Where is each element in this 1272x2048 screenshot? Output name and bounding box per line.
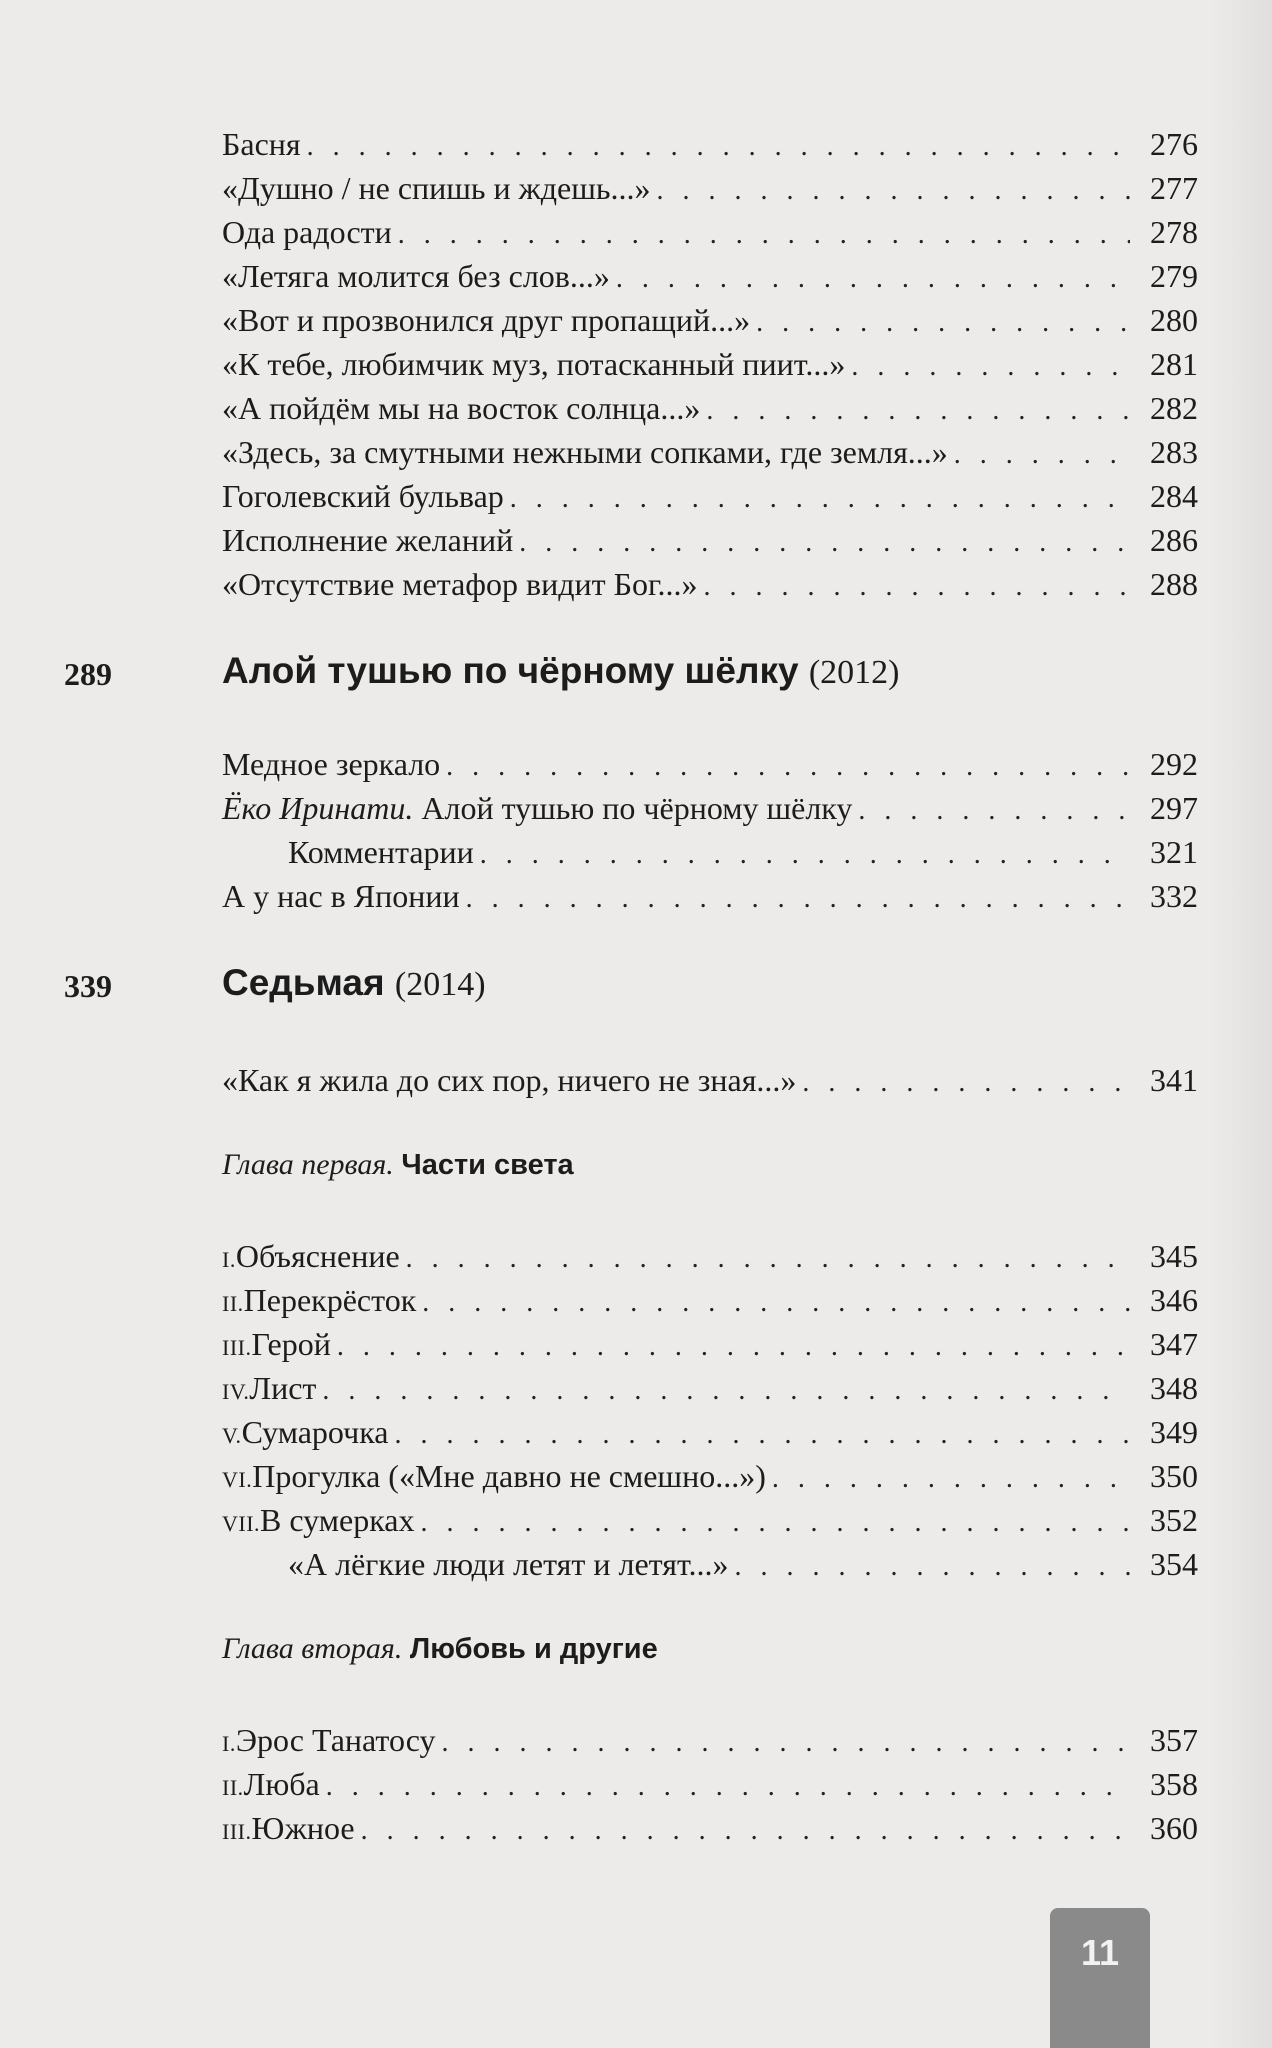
entry-page: 288 bbox=[1150, 566, 1198, 602]
toc-entry bbox=[222, 430, 1198, 474]
dot-leader bbox=[446, 745, 1130, 789]
entry-page: 282 bbox=[1150, 390, 1198, 426]
entry-title: «Вот и прозвонился друг пропащий...» bbox=[222, 302, 751, 338]
toc-entry bbox=[222, 562, 1198, 606]
folio-tab bbox=[1050, 1908, 1150, 2048]
toc-entry bbox=[222, 298, 1198, 342]
entry-title: В сумерках bbox=[260, 1502, 415, 1538]
section-year: (2012) bbox=[808, 654, 900, 691]
toc-entry bbox=[222, 1454, 1198, 1498]
entry-page: 346 bbox=[1150, 1282, 1198, 1318]
toc-entry bbox=[222, 786, 1198, 830]
entry-page: 277 bbox=[1150, 170, 1198, 206]
dot-leader bbox=[772, 1457, 1130, 1501]
toc-entry bbox=[222, 1234, 1198, 1278]
entry-page: 341 bbox=[1150, 1062, 1198, 1098]
toc-entry bbox=[222, 386, 1198, 430]
entry-page: 354 bbox=[1150, 1546, 1198, 1582]
entry-title: Объяснение bbox=[235, 1238, 400, 1274]
entry-title: Южное bbox=[251, 1810, 355, 1846]
toc-entry bbox=[222, 342, 1198, 386]
toc-entry bbox=[222, 1322, 1198, 1366]
toc-entry bbox=[222, 254, 1198, 298]
entry-title: «К тебе, любимчик муз, потасканный пиит...» bbox=[222, 346, 846, 382]
toc-entry bbox=[222, 1410, 1198, 1454]
dot-leader bbox=[480, 833, 1130, 877]
section-title-text: Алой тушью по чёрному шёлку bbox=[222, 650, 799, 691]
entry-title: «А лёгкие люди летят и летят...» bbox=[288, 1546, 729, 1582]
toc-entry bbox=[222, 166, 1198, 210]
dot-leader bbox=[704, 565, 1130, 609]
entry-title: Сумарочка bbox=[241, 1414, 389, 1450]
page-number: 11 bbox=[1080, 1932, 1120, 1973]
entry-number: VI. bbox=[222, 1467, 253, 1492]
dot-leader bbox=[510, 477, 1130, 521]
entry-number: IV. bbox=[222, 1379, 250, 1404]
dot-leader bbox=[398, 213, 1130, 257]
entry-page: 276 bbox=[1150, 126, 1198, 162]
entry-page: 278 bbox=[1150, 214, 1198, 250]
toc-entry bbox=[222, 874, 1198, 918]
entry-page: 286 bbox=[1150, 522, 1198, 558]
entry-title: Комментарии bbox=[288, 834, 474, 870]
dot-leader bbox=[420, 1501, 1130, 1545]
dot-leader bbox=[307, 125, 1130, 169]
entry-title: Эрос Танатосу bbox=[235, 1722, 436, 1758]
entry-page: 281 bbox=[1150, 346, 1198, 382]
entry-page: 352 bbox=[1150, 1502, 1198, 1538]
section-title bbox=[222, 650, 900, 692]
dot-leader bbox=[361, 1809, 1130, 1853]
entry-number: II. bbox=[222, 1291, 244, 1316]
dot-leader bbox=[756, 301, 1130, 345]
entry-number: I. bbox=[222, 1731, 236, 1756]
toc-entry bbox=[222, 1498, 1198, 1542]
chapter-name: Любовь и другие bbox=[409, 1633, 658, 1665]
entry-title: Лист bbox=[249, 1370, 317, 1406]
dot-leader bbox=[442, 1721, 1130, 1765]
dot-leader bbox=[954, 433, 1130, 477]
toc-entry bbox=[288, 1542, 1198, 1586]
toc-entry bbox=[222, 742, 1198, 786]
entry-page: 345 bbox=[1150, 1238, 1198, 1274]
entry-title: Гоголевский бульвар bbox=[222, 478, 504, 514]
toc-entry bbox=[222, 474, 1198, 518]
toc-entry bbox=[222, 1278, 1198, 1322]
dot-leader bbox=[422, 1281, 1130, 1325]
toc-entry bbox=[222, 122, 1198, 166]
entry-title: «А пойдём мы на восток солнца...» bbox=[222, 390, 701, 426]
toc-entry bbox=[222, 1762, 1198, 1806]
entry-number: III. bbox=[222, 1335, 252, 1360]
entry-title bbox=[222, 786, 852, 830]
entry-title-text: Алой тушью по чёрному шёлку bbox=[413, 790, 853, 826]
entry-page: 284 bbox=[1150, 478, 1198, 514]
entry-title: Исполнение желаний bbox=[222, 522, 514, 558]
page-edge-shadow bbox=[1212, 0, 1272, 2048]
dot-leader bbox=[706, 389, 1130, 433]
chapter-label: Глава первая. bbox=[222, 1148, 394, 1181]
dot-leader bbox=[802, 1061, 1130, 1105]
section-title bbox=[222, 962, 486, 1004]
dot-leader bbox=[735, 1545, 1130, 1589]
entry-title: А у нас в Японии bbox=[222, 878, 460, 914]
entry-page: 279 bbox=[1150, 258, 1198, 294]
entry-title: Басня bbox=[222, 126, 301, 162]
toc-entry bbox=[222, 1366, 1198, 1410]
entry-page: 350 bbox=[1150, 1458, 1198, 1494]
entry-page: 283 bbox=[1150, 434, 1198, 470]
section-start-page: 339 bbox=[64, 968, 112, 1004]
entry-title: «Здесь, за смутными нежными сопками, где земля...» bbox=[222, 434, 948, 470]
entry-title: «Как я жила до сих пор, ничего не зная...» bbox=[222, 1062, 797, 1098]
section-start-page: 289 bbox=[64, 656, 112, 692]
chapter-heading bbox=[222, 1632, 658, 1666]
toc-entry bbox=[288, 830, 1198, 874]
section-title-text: Седьмая bbox=[222, 962, 385, 1003]
entry-number: V. bbox=[222, 1423, 242, 1448]
dot-leader bbox=[337, 1325, 1130, 1369]
dot-leader bbox=[519, 521, 1130, 565]
entry-page: 332 bbox=[1150, 878, 1198, 914]
dot-leader bbox=[616, 257, 1130, 301]
entry-author: Ёко Иринати. bbox=[222, 790, 414, 826]
chapter-heading bbox=[222, 1148, 574, 1182]
entry-page: 357 bbox=[1150, 1722, 1198, 1758]
entry-title: Герой bbox=[251, 1326, 331, 1362]
entry-number: II. bbox=[222, 1775, 244, 1800]
entry-page: 358 bbox=[1150, 1766, 1198, 1802]
toc-entry bbox=[222, 1718, 1198, 1762]
entry-page: 280 bbox=[1150, 302, 1198, 338]
section-year: (2014) bbox=[394, 966, 486, 1003]
dot-leader bbox=[326, 1765, 1130, 1809]
entry-title: «Душно / не спишь и ждешь...» bbox=[222, 170, 651, 206]
toc-entry bbox=[222, 1806, 1198, 1850]
entry-page: 348 bbox=[1150, 1370, 1198, 1406]
entry-page: 321 bbox=[1150, 834, 1198, 870]
entry-page: 349 bbox=[1150, 1414, 1198, 1450]
dot-leader bbox=[466, 877, 1130, 921]
toc-entry bbox=[222, 518, 1198, 562]
dot-leader bbox=[858, 789, 1130, 833]
dot-leader bbox=[406, 1237, 1130, 1281]
dot-leader bbox=[394, 1413, 1130, 1457]
entry-number: III. bbox=[222, 1819, 252, 1844]
chapter-label: Глава вторая. bbox=[222, 1632, 403, 1665]
entry-page: 347 bbox=[1150, 1326, 1198, 1362]
entry-title: «Отсутствие метафор видит Бог...» bbox=[222, 566, 698, 602]
entry-title: Перекрёсток bbox=[243, 1282, 417, 1318]
toc-entry bbox=[222, 1058, 1198, 1102]
entry-title: Люба bbox=[243, 1766, 320, 1802]
entry-title: Ода радости bbox=[222, 214, 392, 250]
dot-leader bbox=[851, 345, 1130, 389]
dot-leader bbox=[322, 1369, 1130, 1413]
entry-page: 297 bbox=[1150, 790, 1198, 826]
entry-page: 360 bbox=[1150, 1810, 1198, 1846]
chapter-name: Части света bbox=[401, 1149, 574, 1181]
entry-number: VII. bbox=[222, 1511, 261, 1536]
dot-leader bbox=[656, 169, 1130, 213]
entry-title: «Летяга молится без слов...» bbox=[222, 258, 610, 294]
entry-title: Медное зеркало bbox=[222, 746, 441, 782]
entry-title: Прогулка («Мне давно не смешно...») bbox=[252, 1458, 766, 1494]
entry-number: I. bbox=[222, 1247, 236, 1272]
entry-page: 292 bbox=[1150, 746, 1198, 782]
toc-entry bbox=[222, 210, 1198, 254]
